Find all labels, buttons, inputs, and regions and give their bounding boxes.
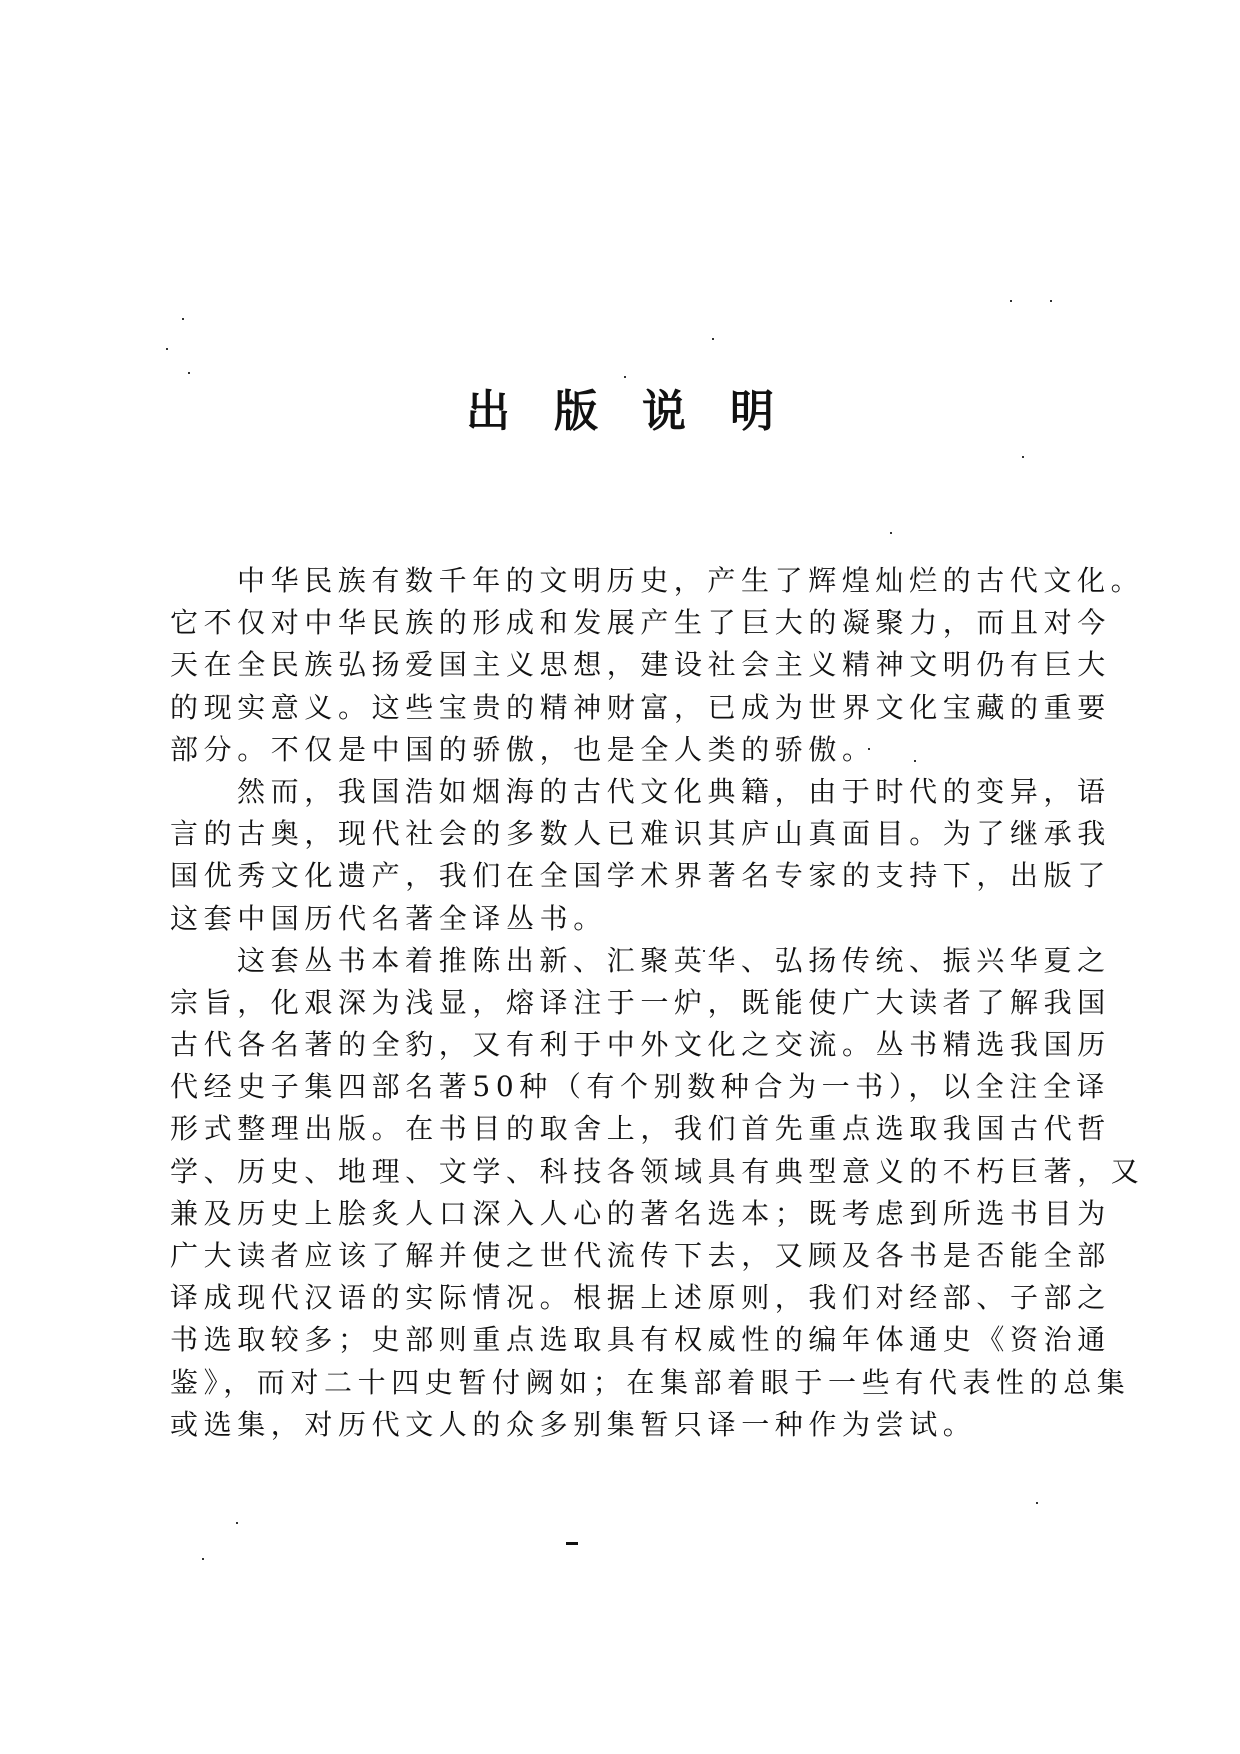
text-line: 广大读者应该了解并使之世代流传下去，又顾及各书是否能全部	[170, 1239, 1111, 1272]
scan-speck	[182, 318, 184, 320]
text-line: 书选取较多；史部则重点选取具有权威性的编年体通史《资治通	[170, 1323, 1111, 1357]
scan-speck	[1022, 456, 1024, 458]
text-line: 古代各名著的全豹，又有利于中外文化之交流。丛书精选我国历	[170, 1028, 1111, 1062]
text-line: 它不仅对中华民族的形成和发展产生了巨大的凝聚力，而且对今	[170, 606, 1111, 640]
text-line: 的现实意义。这些宝贵的精神财富，已成为世界文化宝藏的重要	[170, 690, 1111, 724]
scan-speck	[236, 1522, 238, 1524]
body-text	[170, 560, 1145, 1446]
scan-speck	[1050, 300, 1052, 302]
text-line: 鉴》，而对二十四史暂付阙如；在集部着眼于一些有代表性的总集	[170, 1365, 1131, 1399]
paragraph	[170, 560, 1145, 771]
paragraph	[170, 940, 1145, 1446]
scan-speck	[166, 348, 168, 350]
scan-speck	[624, 376, 626, 378]
text-line: 学、历史、地理、文学、科技各领域具有典型意义的不朽巨著，又	[170, 1154, 1145, 1188]
page-title: 出版说明	[466, 386, 818, 437]
scan-speck	[712, 338, 714, 340]
text-line: 中华民族有数千年的文明历史，产生了辉煌灿烂的古代文化。	[237, 564, 1145, 597]
text-line: 或选集，对历代文人的众多别集暂只译一种作为尝试。	[170, 1407, 977, 1441]
text-line: 部分。不仅是中国的骄傲，也是全人类的骄傲。	[170, 732, 876, 766]
text-line: 宗旨，化艰深为浅显，熔译注于一炉，既能使广大读者了解我国	[170, 985, 1111, 1019]
scan-speck	[890, 532, 892, 534]
text-line: 这套丛书本着推陈出新、汇聚英华、弘扬传统、振兴华夏之	[237, 943, 1111, 977]
scan-speck	[202, 1558, 204, 1560]
scan-speck	[1010, 300, 1012, 302]
scan-speck	[188, 372, 190, 374]
text-line: 言的古奥，现代社会的多数人已难识其庐山真面目。为了继承我	[170, 817, 1111, 851]
text-line: 形式整理出版。在书目的取舍上，我们首先重点选取我国古代哲	[170, 1112, 1111, 1146]
text-line: 译成现代汉语的实际情况。根据上述原则，我们对经部、子部之	[170, 1281, 1111, 1315]
scan-speck	[1036, 1502, 1038, 1504]
page-marker	[566, 1542, 578, 1545]
text-line: 国优秀文化遗产，我们在全国学术界著名专家的支持下，出版了	[170, 859, 1111, 893]
text-line: 代经史子集四部名著50种（有个别数种合为一书），以全注全译	[170, 1070, 1111, 1104]
text-line: 天在全民族弘扬爱国主义思想，建设社会主义精神文明仍有巨大	[170, 648, 1111, 682]
text-line: 这套中国历代名著全译丛书。	[170, 901, 607, 935]
paragraph	[170, 771, 1111, 940]
text-line: 兼及历史上脍炙人口深入人心的著名选本；既考虑到所选书目为	[170, 1196, 1111, 1230]
text-line: 然而，我国浩如烟海的古代文化典籍，由于时代的变异，语	[237, 774, 1111, 808]
